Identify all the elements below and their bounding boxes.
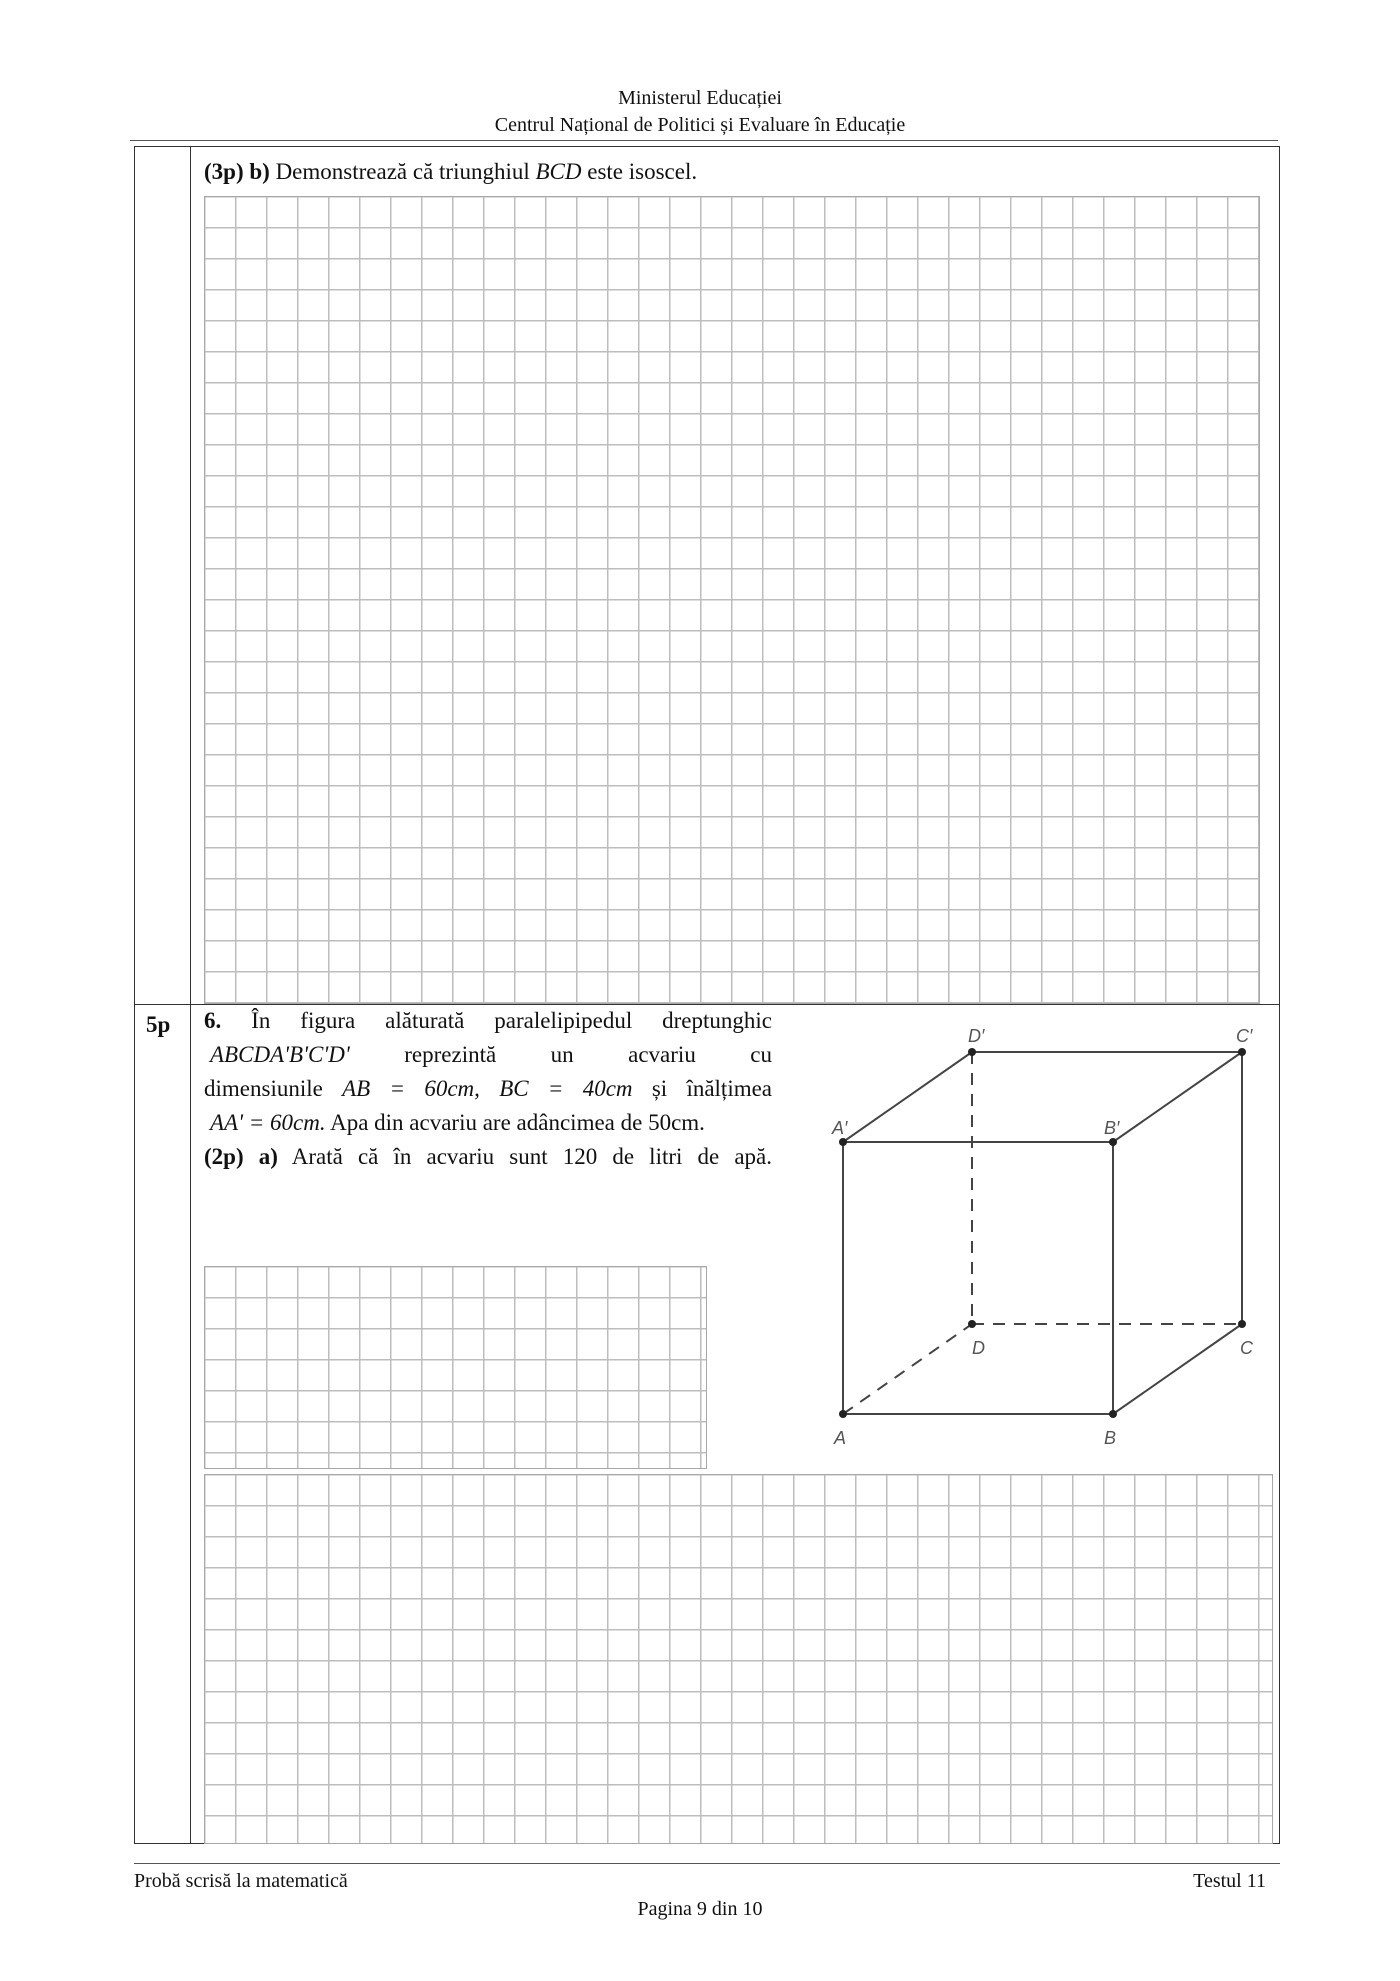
triangle-var: BCD [535,159,582,184]
edge-B1C1 [1113,1052,1242,1142]
header-center: Centrul Național de Politici și Evaluare în Educație [494,114,906,136]
label-D: D [972,1338,985,1358]
edge-A1D1 [843,1052,972,1142]
prism-name: ABCDA'B'C'D' [210,1042,350,1067]
label-A1: A′ [832,1118,848,1138]
label-C: C [1240,1338,1253,1358]
score-column-divider [190,146,191,1844]
label-C1: C′ [1236,1026,1253,1046]
vertex-D1 [968,1048,976,1056]
answer-grid-b[interactable] [204,196,1260,1004]
hidden-edge-AD [843,1324,972,1414]
answer-grid-6a-small[interactable] [204,1266,707,1469]
label-D1: D′ [968,1026,985,1046]
footer-page-number: Pagina 9 din 10 [637,1898,763,1920]
vertex-C1 [1238,1048,1246,1056]
label-A: A [834,1428,847,1448]
item-b-statement: (3p) b) Demonstrează că triunghiul BCD este isoscel. [204,159,698,184]
footer-rule [134,1863,1280,1864]
header-rule [130,140,1278,141]
label-B1: B′ [1104,1118,1120,1138]
header-ministry: Ministerul Educației [618,87,782,109]
vertex-D [968,1320,976,1328]
vertex-C [1238,1320,1246,1328]
footer-subject: Probă scrisă la matematică [134,1870,348,1892]
item6-score: 5p [146,1012,171,1037]
footer-test-number: Testul 11 [1193,1870,1266,1892]
edge-BC [1113,1324,1242,1414]
item6-statement: 6. În figura alăturată paralelipipedul dreptunghic ABCDA'B'C'D' reprezintă un acvariu cu dimensiunile AB = 60cm, BC = 40cm și înălțimea AA' = 60cm. Apa din acvariu are adâncimea de 50cm. (2p) a) Arată că în acvariu sunt 120 de litri de apă. [204,1008,773,1169]
vertex-B [1109,1410,1117,1418]
vertex-A1 [839,1138,847,1146]
answer-grid-6a-large[interactable] [204,1474,1273,1844]
item-b-points: (3p) b) [204,159,270,184]
parallelepiped-figure [820,1020,1280,1450]
vertex-B1 [1109,1138,1117,1146]
vertex-A [839,1410,847,1418]
item6a-points: (2p) a) [204,1144,278,1169]
label-B: B [1104,1428,1117,1448]
